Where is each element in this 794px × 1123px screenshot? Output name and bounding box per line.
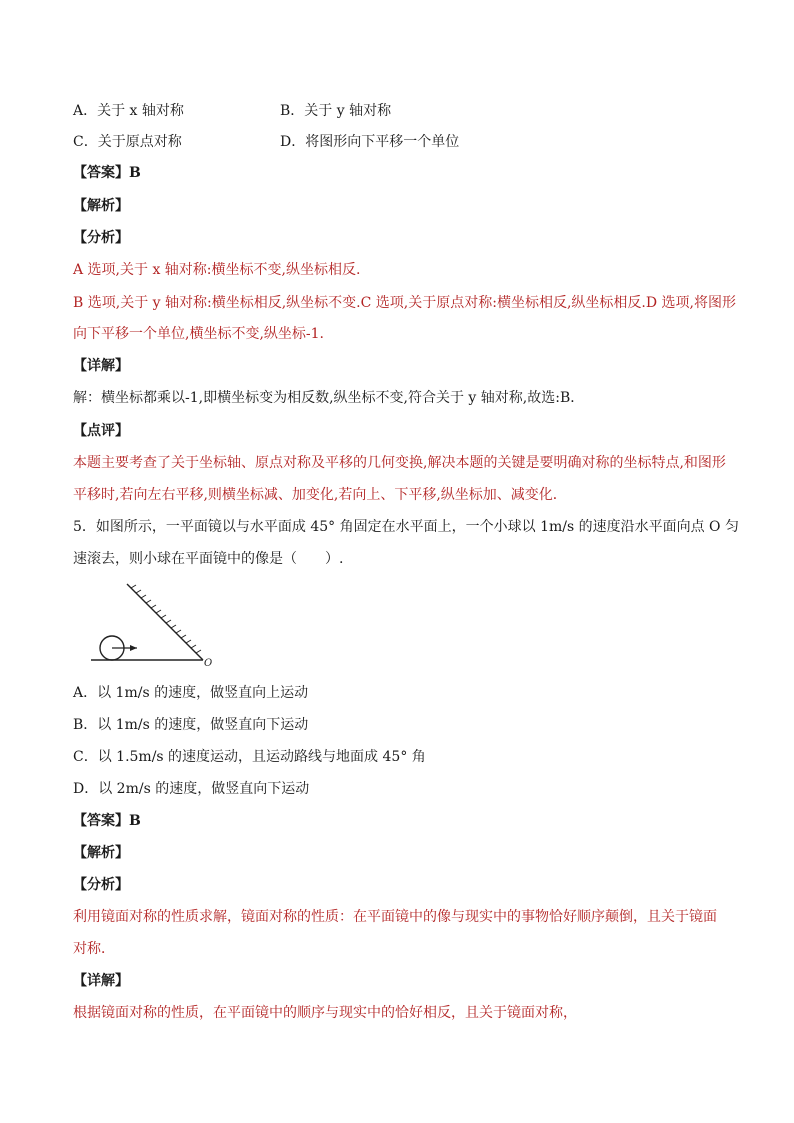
velocity-arrowhead	[130, 645, 137, 651]
q4-dianping-line1: 本题主要考查了关于坐标轴、原点对称及平移的几何变换,解决本题的关键是要明确对称的坐标特点,和图形	[73, 455, 726, 471]
q5-fenxi-line1: 利用镜面对称的性质求解，镜面对称的性质：在平面镜中的像与现实中的事物恰好顺序颠倒，且关于镜面	[73, 909, 717, 925]
q4-answer: 【答案】B	[73, 165, 141, 181]
mirror-ball-figure	[85, 578, 215, 668]
point-o-label: O	[204, 658, 213, 668]
q4-option-d: D．将图形向下平移一个单位	[280, 134, 460, 150]
q4-options-cd	[73, 132, 460, 152]
q4-fenxi-label: 【分析】	[73, 230, 129, 246]
q5-stem-line1: 5．如图所示，一平面镜以与水平面成 45° 角固定在水平面上，一个小球以 1m/s 的速度沿水平面向点 O 匀	[73, 519, 739, 535]
q4-xiangjie-text: 解：横坐标都乘以-1,即横坐标变为相反数,纵坐标不变,符合关于 y 轴对称,故选:B．	[73, 390, 585, 406]
q4-jiexi-label: 【解析】	[73, 198, 129, 214]
q5-jiexi-label: 【解析】	[73, 845, 129, 861]
q4-xiangjie-label: 【详解】	[73, 358, 129, 374]
mirror-line	[127, 584, 203, 660]
q4-fenxi-line3: 向下平移一个单位,横坐标不变,纵坐标-1.	[73, 326, 324, 342]
q5-option-d: D．以 2m/s 的速度，做竖直向下运动	[73, 781, 310, 797]
q4-fenxi-line2: B 选项,关于 y 轴对称:横坐标相反,纵坐标不变.C 选项,关于原点对称:横坐标相反,纵坐标相反.D 选项,将图形	[73, 295, 736, 311]
q5-xiangjie-label: 【详解】	[73, 973, 129, 989]
q5-stem-line2: 速滚去，则小球在平面镜中的像是（ ）.	[73, 551, 344, 567]
q4-dianping-label: 【点评】	[73, 423, 129, 439]
q4-option-a: A．关于 x 轴对称	[73, 103, 184, 119]
q4-option-b: B．关于 y 轴对称	[280, 103, 392, 119]
q5-option-a: A．以 1m/s 的速度，做竖直向上运动	[73, 685, 309, 701]
q4-option-c: C．关于原点对称	[73, 134, 182, 150]
q5-option-b: B．以 1m/s 的速度，做竖直向下运动	[73, 717, 309, 733]
q4-fenxi-line1: A 选项,关于 x 轴对称:横坐标不变,纵坐标相反.	[73, 262, 361, 278]
q5-fenxi-label: 【分析】	[73, 877, 129, 893]
q5-answer: 【答案】B	[73, 813, 141, 829]
q4-options-ab	[73, 101, 392, 121]
q5-fenxi-line2: 对称．	[73, 941, 115, 957]
q4-dianping-line2: 平移时,若向左右平移,则横坐标减、加变化,若向上、下平移,纵坐标加、减变化．	[73, 487, 567, 503]
q5-option-c: C．以 1.5m/s 的速度运动，且运动路线与地面成 45° 角	[73, 749, 426, 765]
q5-xiangjie-line1: 根据镜面对称的性质，在平面镜中的顺序与现实中的恰好相反，且关于镜面对称，	[73, 1005, 577, 1021]
mirror-hatching	[131, 585, 201, 653]
